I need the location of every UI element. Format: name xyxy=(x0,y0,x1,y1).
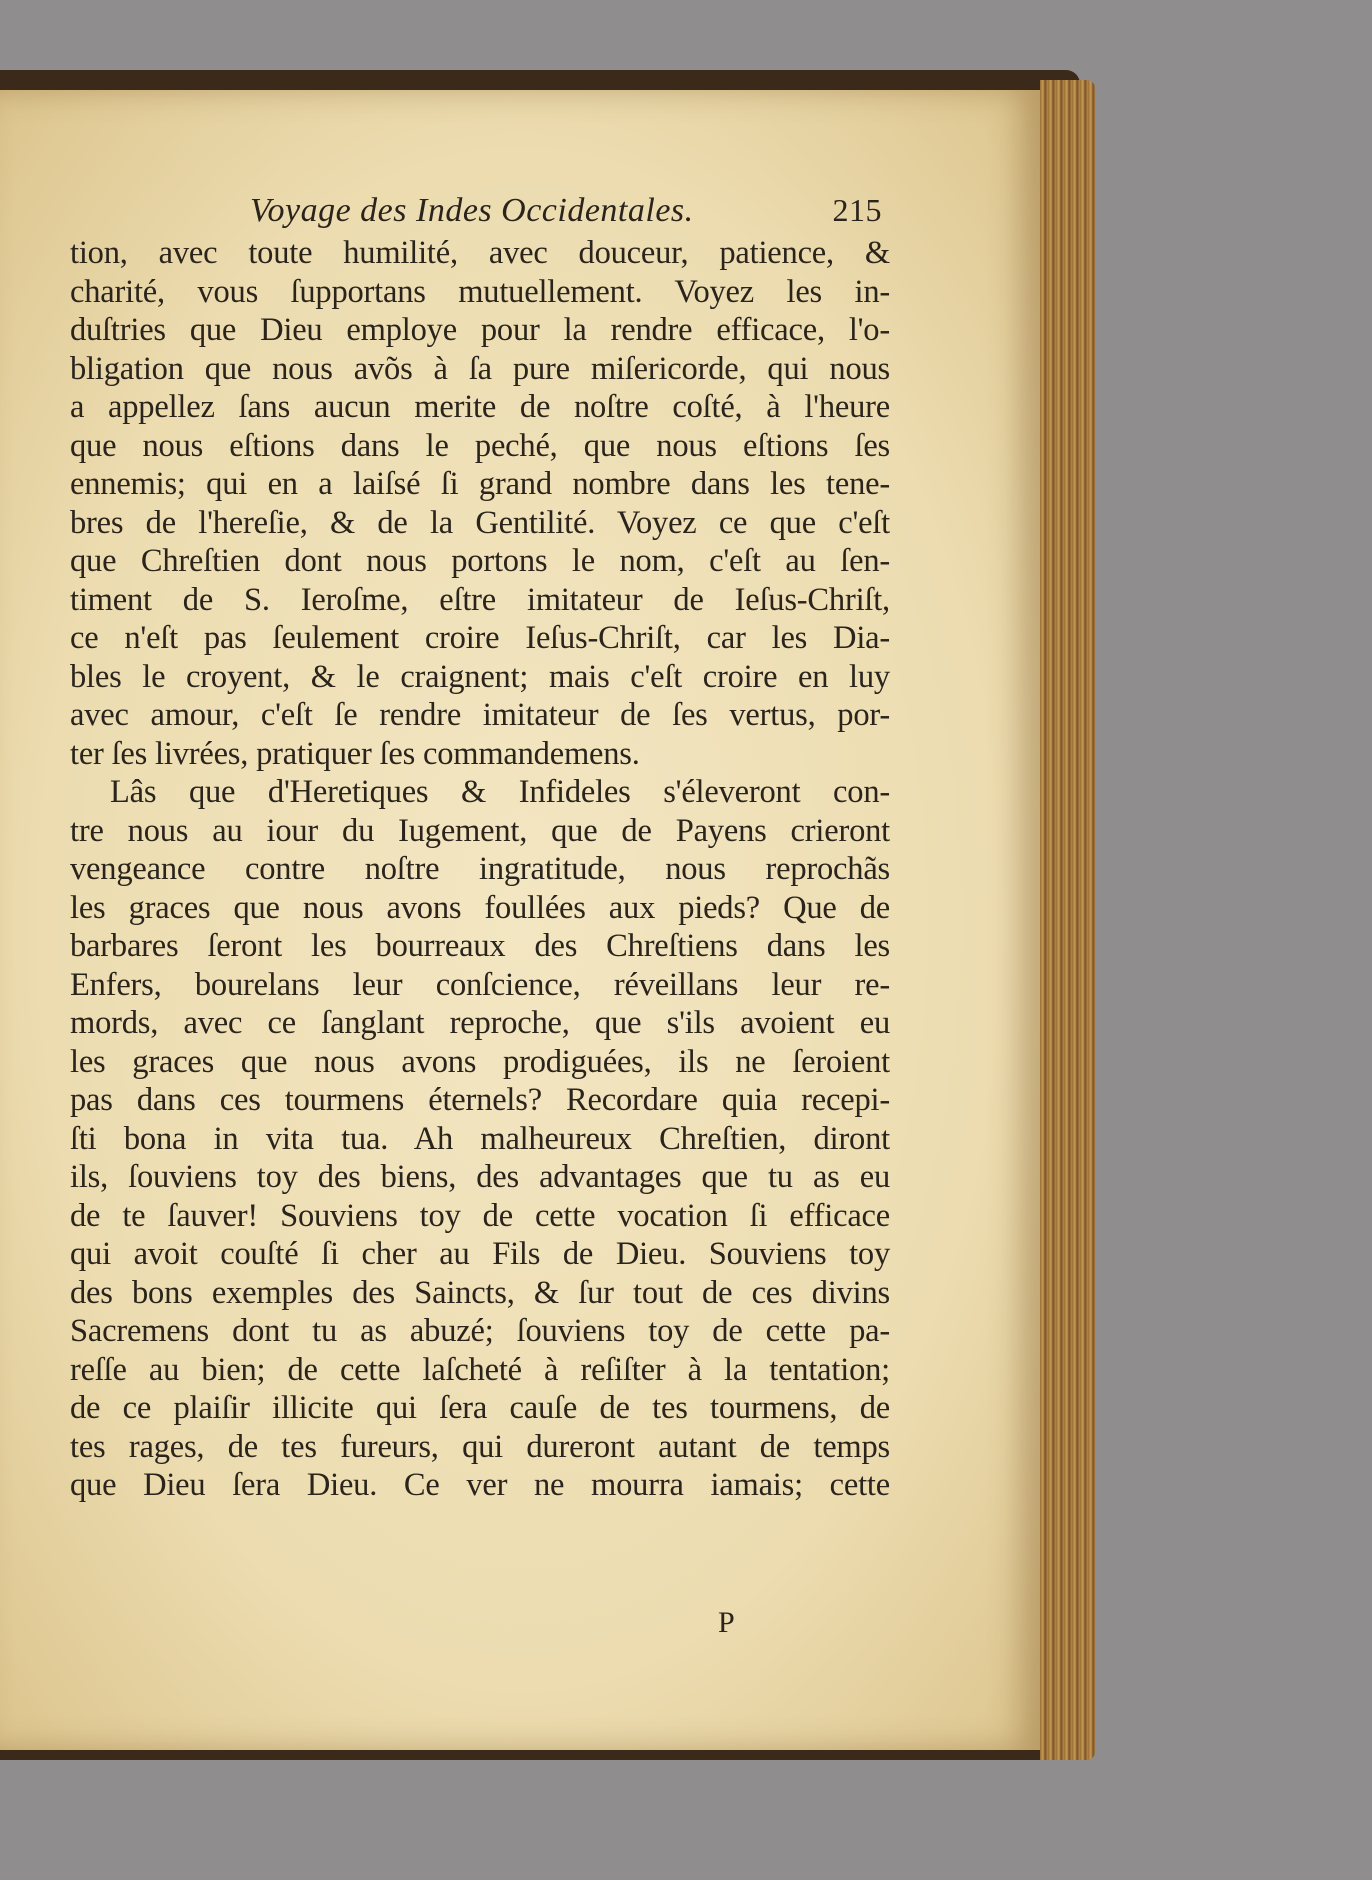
text-line: tes rages, de tes fureurs, qui dureront autant de temps xyxy=(70,1428,890,1465)
text-line: pas dans ces tourmens éternels? Recordare quia recepi- xyxy=(70,1082,890,1118)
text-line: timent de S. Ieroſme, eſtre imitateur de Ieſus-Chriſt, xyxy=(70,581,890,618)
text-line: que nous eſtions dans le peché, que nous eſtions ſes xyxy=(70,427,890,464)
running-header xyxy=(70,192,890,232)
text-line: avec amour, c'eſt ſe rendre imitateur de ſes vertus, por- xyxy=(70,697,890,733)
text-line: que Dieu ſera Dieu. Ce ver ne mourra iamais; cette xyxy=(70,1467,890,1503)
text-line: barbares ſeront les bourreaux des Chreſtiens dans les xyxy=(70,928,890,964)
text-line: duſtries que Dieu employe pour la rendre efficace, l'o- xyxy=(70,312,890,348)
page-number: 215 xyxy=(832,192,882,228)
text-line: bles le croyent, & le craignent; mais c'eſt croire en luy xyxy=(70,658,890,695)
text-line: bligation que nous avõs à ſa pure miſericorde, qui nous xyxy=(70,350,890,387)
text-line: les graces que nous avons prodiguées, ils ne ſeroient xyxy=(70,1043,890,1080)
page-edge xyxy=(1040,80,1095,1760)
text-line: mords, avec ce ſanglant reproche, que s'ils avoient eu xyxy=(70,1005,890,1041)
text-line: ils, ſouviens toy des biens, des advantages que tu as eu xyxy=(70,1159,890,1195)
signature-mark: P xyxy=(718,1606,735,1639)
text-line: ce n'eſt pas ſeulement croire Ieſus-Chriſt, car les Dia- xyxy=(70,620,890,656)
text-line: ennemis; qui en a laiſsé ſi grand nombre dans les tene- xyxy=(70,466,890,502)
running-title: Voyage des Indes Occidentales. xyxy=(250,192,694,229)
text-line: Sacremens dont tu as abuzé; ſouviens toy de cette pa- xyxy=(70,1313,890,1349)
text-line: Lâs que d'Heretiques & Infideles s'éleveront con- xyxy=(110,774,890,810)
text-line: a appellez ſans aucun merite de noſtre coſté, à l'heure xyxy=(70,389,890,425)
text-line: que Chreſtien dont nous portons le nom, c'eſt au ſen- xyxy=(70,543,890,579)
page-content xyxy=(70,192,890,1505)
text-line: reſſe au bien; de cette laſcheté à reſiſter à la tentation; xyxy=(70,1351,890,1388)
text-line: des bons exemples des Saincts, & ſur tout de ces divins xyxy=(70,1274,890,1311)
body-text xyxy=(70,234,890,1505)
text-line: tre nous au iour du Iugement, que de Payens crieront xyxy=(70,812,890,849)
text-line: vengeance contre noſtre ingratitude, nous reprochãs xyxy=(70,851,890,887)
text-line: Enfers, bourelans leur conſcience, réveillans leur re- xyxy=(70,966,890,1003)
text-line: ſti bona in vita tua. Ah malheureux Chreſtien, diront xyxy=(70,1120,890,1157)
text-line: charité, vous ſupportans mutuellement. Voyez les in- xyxy=(70,273,890,310)
text-line: qui avoit couſté ſi cher au Fils de Dieu. Souviens toy xyxy=(70,1236,890,1272)
text-line: bres de l'hereſie, & de la Gentilité. Voyez ce que c'eſt xyxy=(70,504,890,541)
text-line: de ce plaiſir illicite qui ſera cauſe de tes tourmens, de xyxy=(70,1390,890,1426)
text-line: tion, avec toute humilité, avec douceur, patience, & xyxy=(70,235,890,271)
text-line: de te ſauver! Souviens toy de cette vocation ſi efficace xyxy=(70,1197,890,1234)
text-line: les graces que nous avons foullées aux pieds? Que de xyxy=(70,889,890,926)
text-line: ter ſes livrées, pratiquer ſes commandemens. xyxy=(70,735,640,772)
